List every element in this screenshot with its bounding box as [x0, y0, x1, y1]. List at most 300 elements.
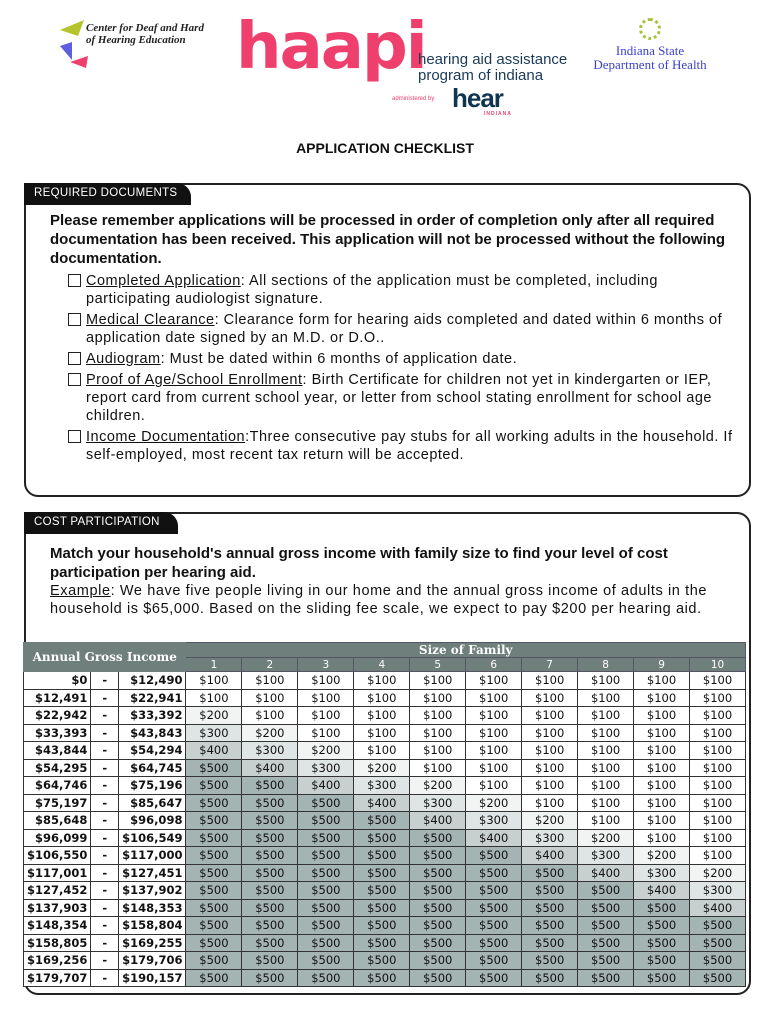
family-size-2: 2 — [242, 658, 298, 672]
fee-cell: $100 — [690, 724, 746, 742]
fee-cell: $100 — [522, 707, 578, 725]
fee-cell: $500 — [298, 934, 354, 952]
fee-cell: $500 — [522, 917, 578, 935]
fee-cell: $500 — [242, 917, 298, 935]
checklist-label: Income Documentation — [86, 429, 246, 445]
checklist-label: Completed Application — [86, 273, 241, 289]
fee-cell: $500 — [242, 847, 298, 865]
fee-cell: $500 — [242, 777, 298, 795]
family-size-7: 7 — [522, 658, 578, 672]
fee-cell: $100 — [634, 724, 690, 742]
fee-cell: $200 — [410, 777, 466, 795]
family-size-5: 5 — [410, 658, 466, 672]
fee-cell: $100 — [690, 672, 746, 690]
fee-cell: $500 — [522, 952, 578, 970]
fee-cell: $500 — [354, 899, 410, 917]
isdh-line: Indiana State — [615, 43, 685, 58]
section-tab: COST PARTICIPATION — [24, 512, 178, 534]
income-low: $64,746 — [24, 777, 91, 795]
income-high: $169,255 — [119, 934, 186, 952]
table-row — [24, 917, 746, 935]
star-icon — [58, 18, 88, 70]
haapi-tagline — [418, 52, 567, 84]
income-dash: - — [91, 864, 119, 882]
fee-cell: $500 — [466, 969, 522, 987]
fee-cell: $100 — [690, 689, 746, 707]
income-dash: - — [91, 847, 119, 865]
income-low: $85,648 — [24, 812, 91, 830]
fee-cell: $500 — [578, 952, 634, 970]
table-row — [24, 882, 746, 900]
fee-cell: $500 — [186, 917, 242, 935]
table-row — [24, 724, 746, 742]
fee-cell: $100 — [522, 777, 578, 795]
fee-cell: $500 — [354, 969, 410, 987]
income-header: Annual Gross Income — [24, 643, 186, 672]
fee-cell: $100 — [298, 707, 354, 725]
fee-cell: $100 — [578, 777, 634, 795]
fee-cell: $100 — [466, 759, 522, 777]
checklist-text — [86, 428, 737, 464]
fee-cell: $300 — [410, 794, 466, 812]
income-dash: - — [91, 969, 119, 987]
checklist-description: : All sections of the application must be completed, including participating audiologist signature. — [86, 273, 658, 307]
income-high: $137,902 — [119, 882, 186, 900]
fee-cell: $100 — [634, 829, 690, 847]
fee-cell: $500 — [186, 759, 242, 777]
fee-cell: $400 — [634, 882, 690, 900]
income-low: $158,805 — [24, 934, 91, 952]
fee-cell: $100 — [690, 847, 746, 865]
fee-cell: $100 — [578, 707, 634, 725]
fee-cell: $100 — [522, 759, 578, 777]
fee-cell: $500 — [634, 969, 690, 987]
haapi-logo: haapi — [236, 10, 426, 84]
fee-cell: $300 — [690, 882, 746, 900]
family-size-3: 3 — [298, 658, 354, 672]
fee-cell: $100 — [410, 689, 466, 707]
fee-cell: $200 — [634, 847, 690, 865]
fee-cell: $300 — [242, 742, 298, 760]
required-documents-section — [24, 183, 751, 497]
fee-cell: $500 — [578, 882, 634, 900]
income-dash: - — [91, 812, 119, 830]
fee-cell: $500 — [298, 829, 354, 847]
fee-cell: $500 — [634, 917, 690, 935]
fee-cell: $500 — [186, 794, 242, 812]
fee-cell: $100 — [354, 724, 410, 742]
fee-cell: $100 — [522, 794, 578, 812]
income-low: $169,256 — [24, 952, 91, 970]
income-high: $33,392 — [119, 707, 186, 725]
income-low: $137,903 — [24, 899, 91, 917]
table-row — [24, 672, 746, 690]
fee-cell: $100 — [690, 829, 746, 847]
fee-cell: $500 — [186, 899, 242, 917]
fee-cell: $500 — [298, 794, 354, 812]
fee-cell: $500 — [298, 864, 354, 882]
checklist-description: : Birth Certificate for children not yet in kindergarten or IEP, report card from current school year, or letter from school stating enrollment for school age children. — [86, 372, 712, 424]
fee-cell: $100 — [298, 689, 354, 707]
checklist-description: : Clearance form for hearing aids completed and dated within 6 months of application date signed by an M.D. or D.O.. — [86, 312, 723, 346]
cost-participation-section — [24, 512, 751, 995]
fee-cell: $100 — [634, 812, 690, 830]
fee-cell: $500 — [578, 934, 634, 952]
fee-cell: $100 — [466, 672, 522, 690]
table-row — [24, 812, 746, 830]
income-high: $127,451 — [119, 864, 186, 882]
fee-cell: $500 — [242, 899, 298, 917]
income-dash: - — [91, 707, 119, 725]
fee-cell: $500 — [410, 917, 466, 935]
fee-cell: $100 — [690, 794, 746, 812]
example-label: Example — [50, 583, 111, 599]
fee-cell: $300 — [354, 777, 410, 795]
fee-cell: $500 — [690, 969, 746, 987]
fee-cell: $100 — [578, 794, 634, 812]
fee-cell: $500 — [354, 812, 410, 830]
fee-cell: $100 — [634, 707, 690, 725]
fee-cell: $500 — [242, 829, 298, 847]
checkbox[interactable] — [68, 352, 81, 365]
fee-cell: $100 — [690, 777, 746, 795]
income-low: $96,099 — [24, 829, 91, 847]
fee-cell: $100 — [522, 724, 578, 742]
fee-cell: $100 — [578, 759, 634, 777]
hear-logo-sub: INDIANA — [484, 111, 512, 117]
income-low: $117,001 — [24, 864, 91, 882]
cdhhe-logo — [58, 18, 208, 68]
fee-cell: $200 — [186, 707, 242, 725]
family-size-1: 1 — [186, 658, 242, 672]
checkbox[interactable] — [68, 430, 81, 443]
checklist-item — [68, 350, 737, 368]
fee-cell: $400 — [354, 794, 410, 812]
income-high: $85,647 — [119, 794, 186, 812]
income-dash: - — [91, 952, 119, 970]
fee-cell: $400 — [298, 777, 354, 795]
fee-cell: $400 — [690, 899, 746, 917]
income-low: $127,452 — [24, 882, 91, 900]
income-low: $179,707 — [24, 969, 91, 987]
fee-cell: $100 — [410, 742, 466, 760]
fee-cell: $100 — [690, 742, 746, 760]
fee-cell: $500 — [298, 812, 354, 830]
fee-cell: $400 — [242, 759, 298, 777]
fee-cell: $500 — [242, 934, 298, 952]
section-tab: REQUIRED DOCUMENTS — [24, 183, 191, 205]
isdh-line: Department of Health — [593, 57, 707, 72]
fee-cell: $500 — [186, 952, 242, 970]
income-dash: - — [91, 794, 119, 812]
cost-intro: Match your household's annual gross income with family size to find your level of cost participation per hearing aid. — [50, 545, 668, 581]
table-row — [24, 847, 746, 865]
family-size-header: Size of Family — [186, 643, 746, 658]
fee-cell: $500 — [242, 952, 298, 970]
fee-cell: $500 — [634, 934, 690, 952]
income-high: $22,941 — [119, 689, 186, 707]
fee-cell: $500 — [298, 847, 354, 865]
table-row — [24, 934, 746, 952]
cdhhe-logo-text: Center for Deaf and Hard of Hearing Education — [86, 22, 204, 46]
fee-cell: $200 — [242, 724, 298, 742]
fee-cell: $100 — [522, 672, 578, 690]
income-dash: - — [91, 934, 119, 952]
table-row — [24, 759, 746, 777]
fee-cell: $500 — [578, 899, 634, 917]
fee-cell: $100 — [522, 689, 578, 707]
fee-cell: $500 — [578, 969, 634, 987]
fee-cell: $300 — [298, 759, 354, 777]
income-high: $43,843 — [119, 724, 186, 742]
fee-cell: $500 — [466, 864, 522, 882]
fee-cell: $500 — [186, 864, 242, 882]
fee-cell: $100 — [578, 689, 634, 707]
fee-cell: $500 — [410, 864, 466, 882]
fee-cell: $400 — [186, 742, 242, 760]
seal-icon — [639, 18, 661, 40]
fee-cell: $500 — [410, 952, 466, 970]
fee-cell: $100 — [298, 724, 354, 742]
fee-cell: $500 — [242, 882, 298, 900]
fee-cell: $500 — [466, 952, 522, 970]
fee-cell: $100 — [690, 812, 746, 830]
fee-cell: $500 — [522, 899, 578, 917]
fee-cell: $500 — [634, 952, 690, 970]
checklist-description: :Three consecutive pay stubs for all working adults in the household. If self-employed, most recent tax return will be accepted. — [86, 429, 733, 463]
income-dash: - — [91, 899, 119, 917]
table-row — [24, 794, 746, 812]
hear-logo: hear — [452, 83, 503, 113]
fee-cell: $200 — [354, 759, 410, 777]
fee-cell: $500 — [634, 899, 690, 917]
fee-cell: $400 — [466, 829, 522, 847]
fee-cell: $500 — [522, 882, 578, 900]
fee-cell: $100 — [578, 812, 634, 830]
income-high: $75,196 — [119, 777, 186, 795]
income-low: $0 — [24, 672, 91, 690]
income-low: $75,197 — [24, 794, 91, 812]
fee-cell: $500 — [354, 952, 410, 970]
fee-cell: $100 — [354, 742, 410, 760]
fee-cell: $500 — [466, 917, 522, 935]
fee-cell: $100 — [578, 724, 634, 742]
income-high: $179,706 — [119, 952, 186, 970]
fee-cell: $100 — [634, 689, 690, 707]
fee-cell: $500 — [354, 829, 410, 847]
fee-cell: $300 — [634, 864, 690, 882]
table-row — [24, 952, 746, 970]
income-low: $22,942 — [24, 707, 91, 725]
checklist-item — [68, 311, 737, 347]
fee-cell: $100 — [690, 707, 746, 725]
tagline-line: hearing aid assistance — [418, 51, 568, 68]
family-size-9: 9 — [634, 658, 690, 672]
checkbox[interactable] — [68, 313, 81, 326]
page-title: APPLICATION CHECKLIST — [296, 140, 474, 156]
fee-cell: $100 — [242, 672, 298, 690]
fee-cell: $400 — [578, 864, 634, 882]
income-high: $96,098 — [119, 812, 186, 830]
fee-cell: $500 — [186, 969, 242, 987]
fee-cell: $500 — [578, 917, 634, 935]
fee-cell: $500 — [186, 829, 242, 847]
fee-cell: $500 — [522, 969, 578, 987]
income-high: $64,745 — [119, 759, 186, 777]
fee-cell: $500 — [186, 847, 242, 865]
fee-cell: $500 — [690, 934, 746, 952]
table-row — [24, 864, 746, 882]
income-high: $12,490 — [119, 672, 186, 690]
fee-cell: $100 — [410, 707, 466, 725]
checklist-text — [86, 272, 737, 308]
checklist-item — [68, 272, 737, 308]
income-dash: - — [91, 917, 119, 935]
checklist-item — [68, 371, 737, 425]
income-high: $54,294 — [119, 742, 186, 760]
table-row — [24, 689, 746, 707]
family-size-10: 10 — [690, 658, 746, 672]
family-size-4: 4 — [354, 658, 410, 672]
fee-cell: $100 — [466, 689, 522, 707]
checklist-text — [86, 311, 737, 347]
checklist-item — [68, 428, 737, 464]
fee-cell: $500 — [410, 934, 466, 952]
income-dash: - — [91, 882, 119, 900]
table-row — [24, 829, 746, 847]
fee-cell: $100 — [466, 777, 522, 795]
income-low: $33,393 — [24, 724, 91, 742]
fee-cell: $500 — [410, 969, 466, 987]
fee-cell: $500 — [690, 952, 746, 970]
checklist-label: Proof of Age/School Enrollment — [86, 372, 303, 388]
fee-cell: $400 — [410, 812, 466, 830]
income-dash: - — [91, 777, 119, 795]
fee-cell: $100 — [354, 672, 410, 690]
fee-cell: $500 — [354, 864, 410, 882]
fee-cell: $500 — [298, 969, 354, 987]
fee-cell: $500 — [466, 847, 522, 865]
fee-cell: $500 — [466, 882, 522, 900]
fee-cell: $100 — [410, 759, 466, 777]
fee-cell: $100 — [634, 794, 690, 812]
table-row — [24, 742, 746, 760]
fee-cell: $100 — [186, 672, 242, 690]
fee-cell: $300 — [466, 812, 522, 830]
fee-cell: $500 — [410, 882, 466, 900]
fee-cell: $100 — [634, 759, 690, 777]
fee-cell: $100 — [634, 777, 690, 795]
table-row — [24, 777, 746, 795]
income-high: $158,804 — [119, 917, 186, 935]
fee-cell: $500 — [466, 934, 522, 952]
fee-cell: $500 — [410, 899, 466, 917]
fee-cell: $100 — [410, 724, 466, 742]
income-high: $148,353 — [119, 899, 186, 917]
fee-cell: $100 — [242, 707, 298, 725]
fee-cell: $500 — [186, 934, 242, 952]
fee-cell: $500 — [410, 847, 466, 865]
fee-cell: $100 — [354, 689, 410, 707]
fee-cell: $500 — [242, 812, 298, 830]
income-dash: - — [91, 829, 119, 847]
fee-cell: $100 — [578, 742, 634, 760]
fee-cell: $200 — [466, 794, 522, 812]
fee-cell: $500 — [298, 899, 354, 917]
income-low: $43,844 — [24, 742, 91, 760]
fee-cell: $500 — [410, 829, 466, 847]
fee-cell: $200 — [690, 864, 746, 882]
fee-cell: $400 — [522, 847, 578, 865]
checklist-description: : Must be dated within 6 months of application date. — [160, 351, 518, 367]
checklist-text — [86, 350, 517, 368]
fee-cell: $500 — [354, 882, 410, 900]
income-low: $148,354 — [24, 917, 91, 935]
income-low: $106,550 — [24, 847, 91, 865]
tagline-line: program of indiana — [418, 67, 544, 84]
table-row — [24, 707, 746, 725]
fee-cell: $500 — [466, 899, 522, 917]
fee-cell: $300 — [522, 829, 578, 847]
family-size-8: 8 — [578, 658, 634, 672]
income-low: $12,491 — [24, 689, 91, 707]
fee-cell: $500 — [298, 952, 354, 970]
family-size-6: 6 — [466, 658, 522, 672]
fee-cell: $100 — [634, 672, 690, 690]
fee-cell: $200 — [298, 742, 354, 760]
fee-cell: $100 — [466, 724, 522, 742]
checklist-text — [86, 371, 737, 425]
fee-cell: $100 — [354, 707, 410, 725]
checklist-label: Audiogram — [86, 351, 161, 367]
cost-example — [50, 582, 731, 618]
fee-cell: $500 — [242, 969, 298, 987]
fee-cell: $500 — [186, 777, 242, 795]
income-high: $106,549 — [119, 829, 186, 847]
income-dash: - — [91, 689, 119, 707]
income-high: $117,000 — [119, 847, 186, 865]
fee-cell: $300 — [186, 724, 242, 742]
fee-cell: $100 — [578, 672, 634, 690]
fee-cell: $100 — [186, 689, 242, 707]
fee-cell: $100 — [466, 707, 522, 725]
fee-cell: $500 — [242, 864, 298, 882]
administered-by: administered by — [392, 96, 435, 102]
fee-cell: $500 — [354, 847, 410, 865]
fee-cell: $100 — [410, 672, 466, 690]
checkbox[interactable] — [68, 274, 81, 287]
income-low: $54,295 — [24, 759, 91, 777]
fee-cell: $500 — [690, 917, 746, 935]
fee-cell: $100 — [634, 742, 690, 760]
fee-cell: $300 — [578, 847, 634, 865]
fee-cell: $200 — [578, 829, 634, 847]
fee-cell: $100 — [466, 742, 522, 760]
checklist-label: Medical Clearance — [86, 312, 215, 328]
fee-cell: $500 — [298, 882, 354, 900]
checkbox[interactable] — [68, 373, 81, 386]
fee-cell: $500 — [242, 794, 298, 812]
table-row — [24, 969, 746, 987]
table-row — [24, 899, 746, 917]
isdh-logo — [590, 18, 710, 72]
fee-cell: $100 — [690, 759, 746, 777]
fee-cell: $500 — [186, 882, 242, 900]
fee-cell: $200 — [522, 812, 578, 830]
income-dash: - — [91, 742, 119, 760]
fee-cell: $100 — [522, 742, 578, 760]
income-high: $190,157 — [119, 969, 186, 987]
